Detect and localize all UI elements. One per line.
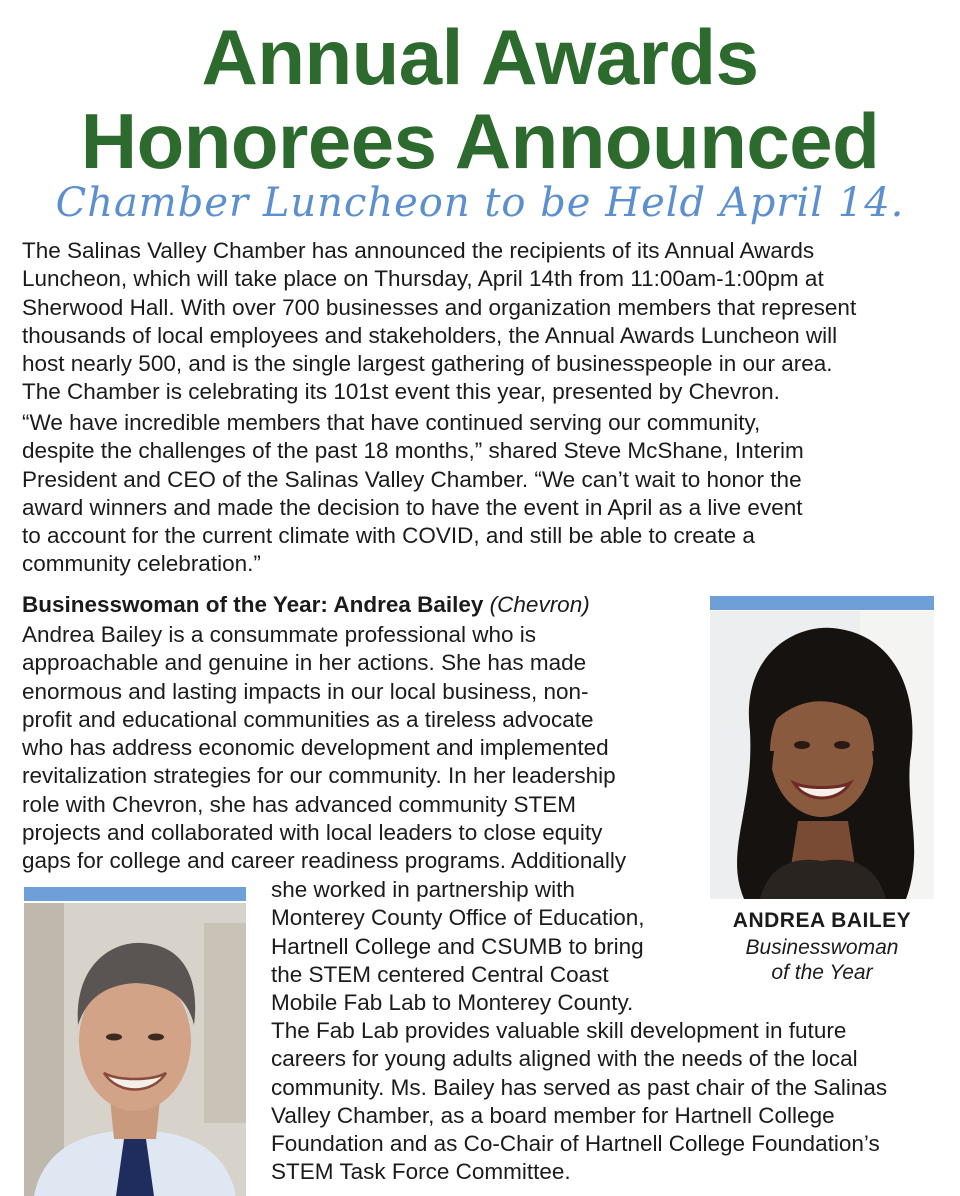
headline-line-1: Annual Awards	[201, 13, 759, 101]
portrait-woman-illustration	[710, 611, 934, 899]
quote-paragraph: “We have incredible members that have continued serving our community, despite the challenges of the past 18 months,” shared Steve McShane, Interim President and CEO of the Salinas Valley Chamber. “We can’t wait to honor the award winners and made the decision to have the event in April as a live event to account for the current climate with COVID, and still be able to create a community celebration.”	[22, 410, 804, 577]
section-title: Businesswoman of the Year: Andrea Bailey	[22, 592, 484, 617]
section-body-part-2: she worked in partnership with Monterey County Office of Education, Hartnell College and CSUMB to bring the STEM centered Central Coast Mobile Fab Lab to Monterey County.	[271, 877, 645, 1016]
intro-paragraph: The Salinas Valley Chamber has announced the recipients of its Annual Awards Luncheon, which will take place on Thursday, April 14th from 11:00am-1:00pm at Sherwood Hall. With over 700 businesses and organization members that represent thousands of local employees and stakeholders, the Annual Awards Luncheon will host nearly 500, and is the single largest gathering of businesspeople in our area. The Chamber is celebrating its 101st event this year, presented by Chevron.	[22, 238, 857, 405]
section-heading	[22, 591, 590, 619]
andrea-bailey-photo	[710, 611, 934, 899]
photo-accent-bar-left	[24, 887, 246, 901]
photo-caption-title: Businesswoman of the Year	[745, 936, 899, 984]
section-org: (Chevron)	[489, 592, 590, 617]
section-body-part-1: Andrea Bailey is a consummate professional who is approachable and genuine in her actions. She has made enormous and lasting impacts in our local business, non- profit and educational communities as a tireless advocate who has address economic development and implemented revitalization strategies for our community. In her leadership role with Chevron, she has advanced community STEM projects and collaborated with local leaders to close equity gaps for college and career readiness programs. Additionally	[22, 622, 627, 874]
portrait-man-illustration	[24, 903, 246, 1196]
headline-line-2: Honorees Announced	[80, 97, 880, 185]
subheadline: Chamber Luncheon to be Held April 14.	[55, 180, 905, 226]
section-body-part-3: The Fab Lab provides valuable skill development in future careers for young adults aligned with the needs of the local community. Ms. Bailey has served as past chair of the Salinas Valley Chamber, as a board member for Hartnell College Foundation and as Co-Chair of Hartnell College Foundation’s STEM Task Force Committee.	[271, 1018, 888, 1185]
honoree-man-photo	[24, 903, 246, 1196]
photo-accent-bar-right	[710, 596, 934, 610]
photo-caption-name: ANDREA BAILEY	[732, 909, 912, 932]
